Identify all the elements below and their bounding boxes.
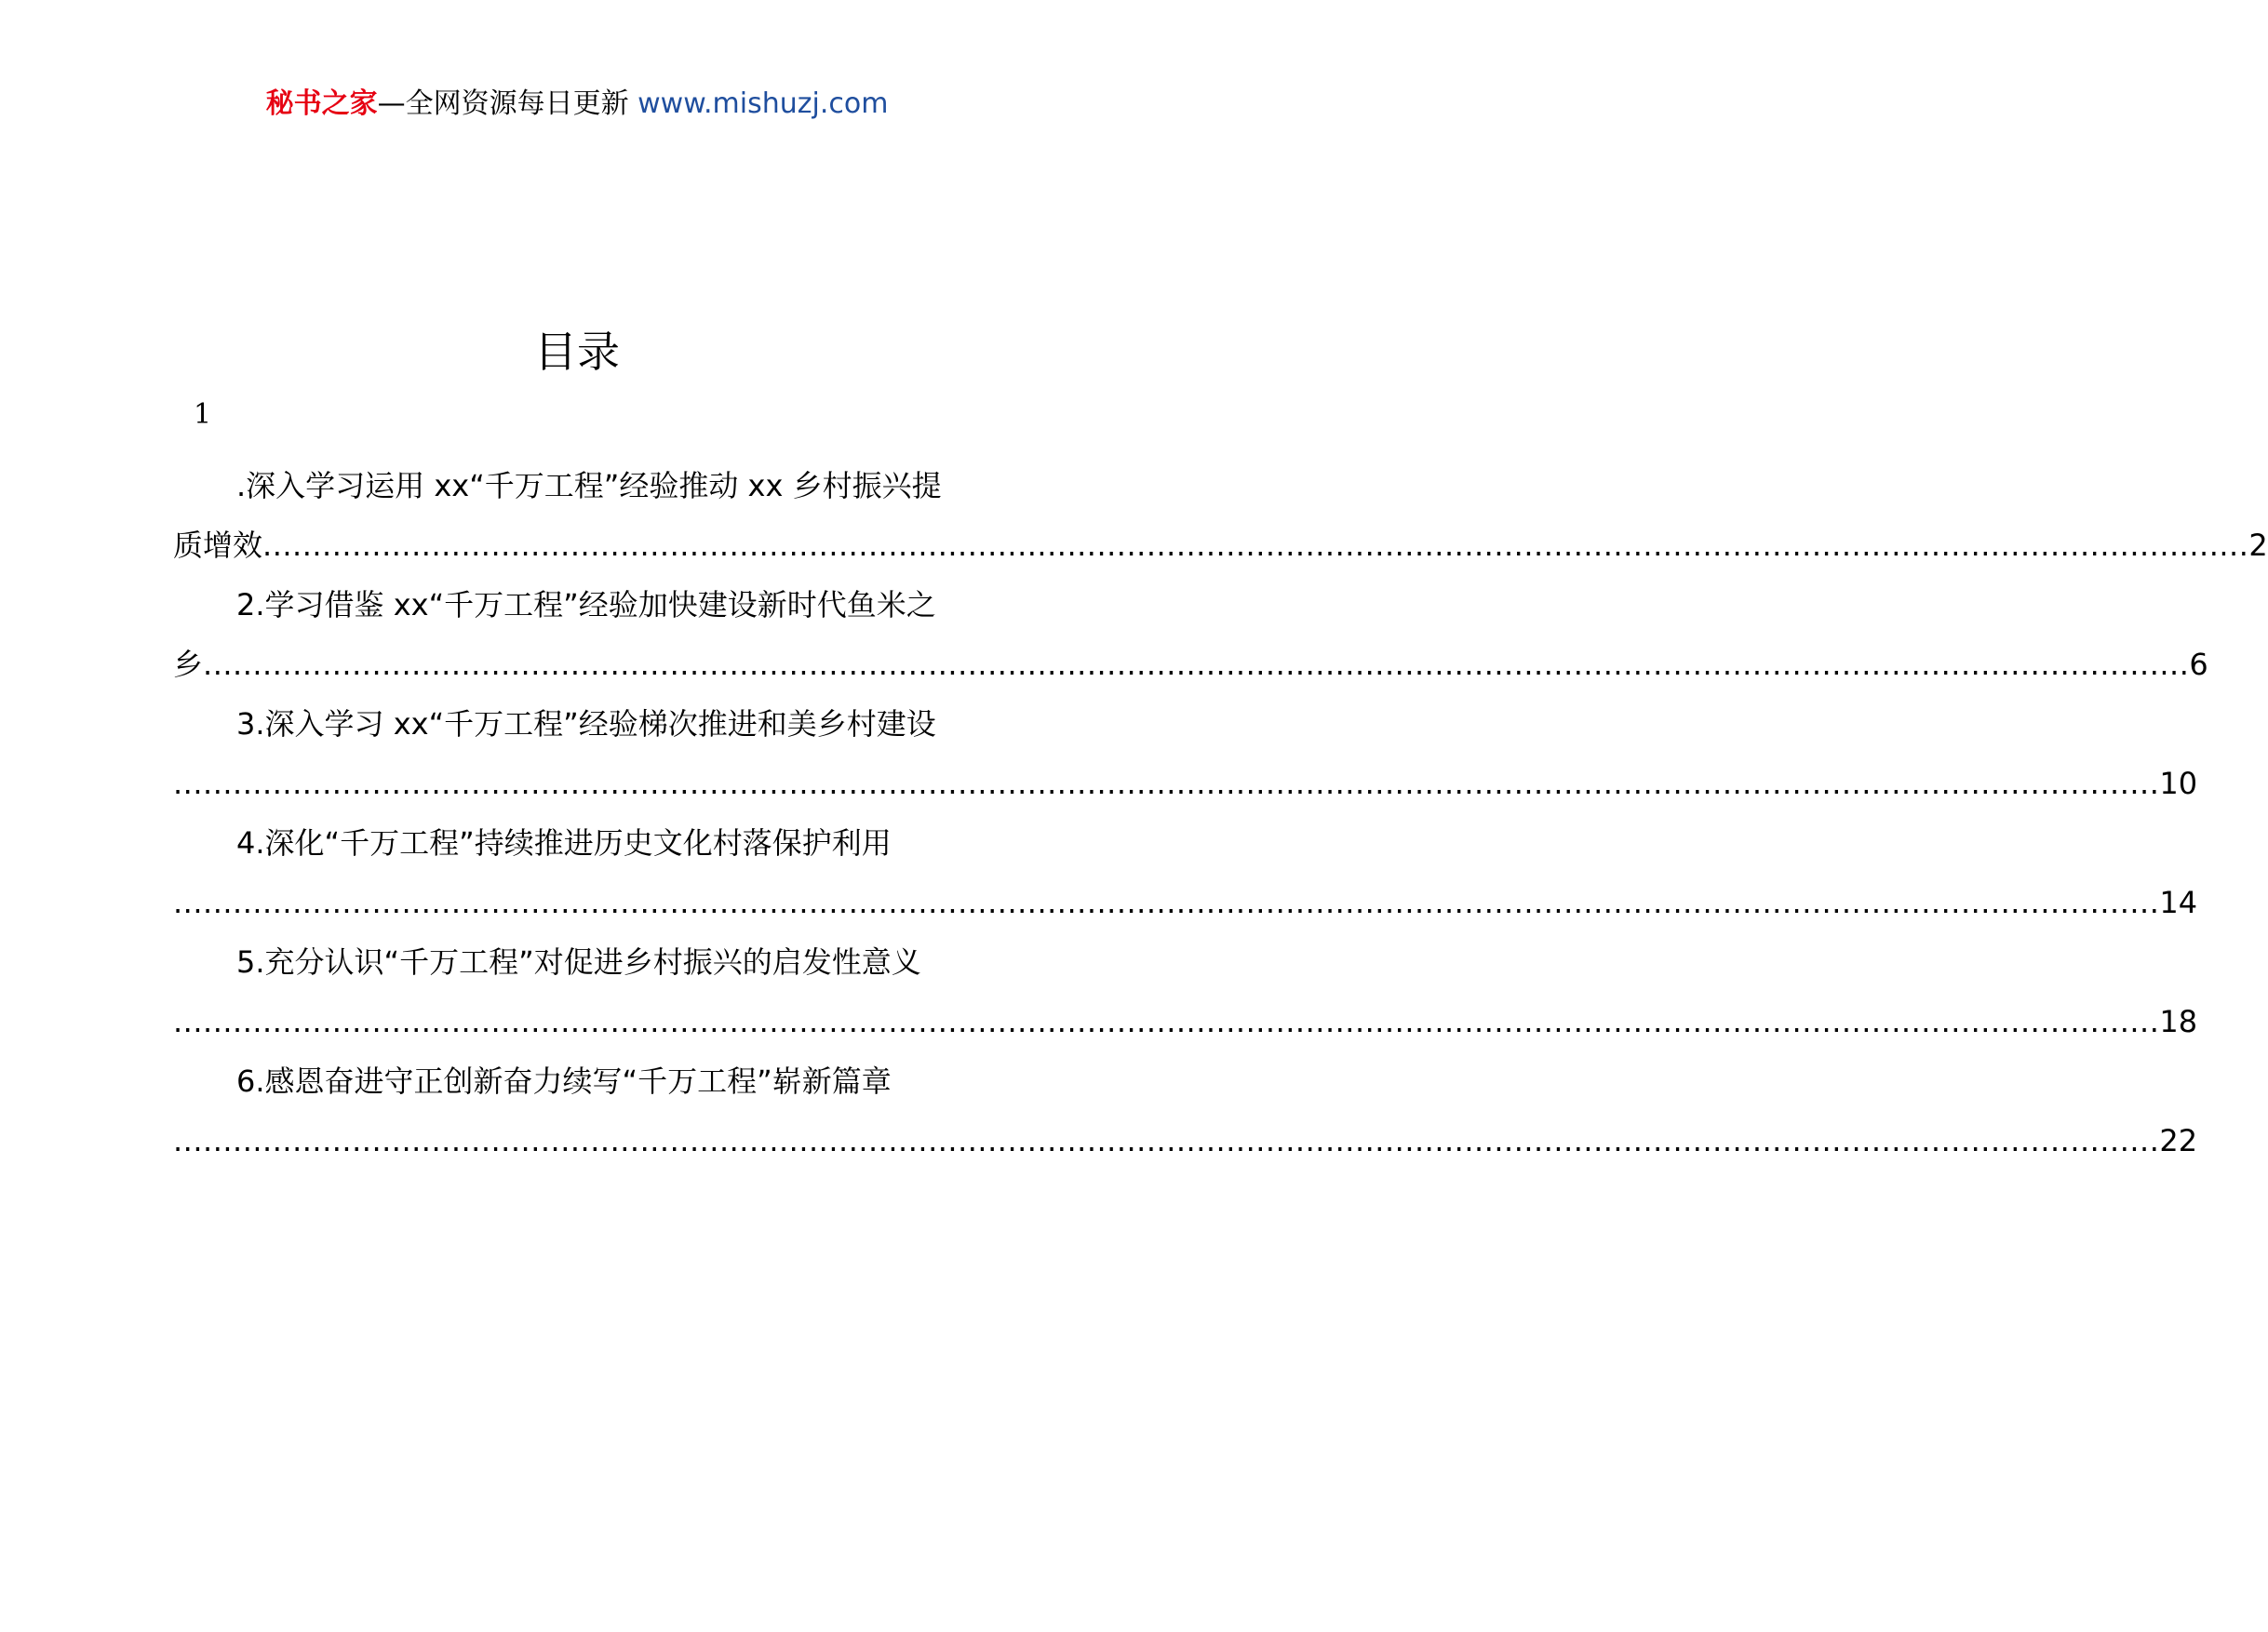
toc-entry-title: 2.学习借鉴 xx“千万工程”经验加快建设新时代鱼米之 (236, 587, 936, 622)
toc-entry-1[interactable] (173, 456, 2268, 575)
toc-entry-title: 4.深化“千万工程”持续推进历史文化村落保护利用 (236, 825, 892, 861)
brand-name: 秘书之家 (265, 87, 378, 120)
page-title: 目录 (534, 327, 620, 377)
toc-entry-5[interactable] (173, 932, 2198, 1051)
toc-entry-title: 6.感恩奋进守正创新奋力续写“千万工程”崭新篇章 (236, 1063, 892, 1099)
toc-entry-title: 5.充分认识“千万工程”对促进乡村振兴的启发性意义 (236, 944, 921, 980)
toc-dot-leader: ........................................................................................................................................................................................................ (173, 766, 2160, 801)
toc-dot-leader: ........................................................................................................................................................................................................ (173, 1123, 2160, 1158)
toc-dot-leader: ........................................................................................................................................................................................................ (173, 1004, 2160, 1039)
page-marker-number: 1 (194, 398, 212, 431)
toc-entry-title-continued: 乡 (173, 647, 204, 682)
toc-page-number: 14 (2159, 885, 2198, 920)
toc-page-number: 10 (2159, 766, 2198, 801)
toc-entry-title: 3.深入学习 xx“千万工程”经验梯次推进和美乡村建设 (236, 706, 936, 742)
toc-entry-title: .深入学习运用 xx“千万工程”经验推动 xx 乡村振兴提 (236, 468, 942, 503)
toc-entry-6[interactable] (173, 1051, 2198, 1170)
toc-entry-title-continued: 质增效 (173, 528, 263, 563)
toc-dot-leader: ........................................................................................................................................................................................................ (203, 647, 2190, 682)
toc-entry-4[interactable] (173, 813, 2198, 932)
toc-dot-leader: ........................................................................................................................................................................................................ (173, 885, 2160, 920)
site-url-link[interactable]: www.mishuzj.com (637, 87, 889, 120)
toc-dot-leader: ........................................................................................................................................................................................................ (262, 528, 2249, 563)
toc-entry-3[interactable] (173, 694, 2198, 813)
header-tagline: —全网资源每日更新 (377, 87, 629, 120)
toc-page-number: 2 (2248, 528, 2268, 563)
toc-page-number: 6 (2189, 647, 2208, 682)
site-header (0, 86, 1154, 123)
table-of-contents (173, 456, 2268, 1170)
toc-page-number: 22 (2159, 1123, 2198, 1158)
toc-page-number: 18 (2159, 1004, 2198, 1039)
toc-entry-2[interactable] (173, 575, 2208, 694)
